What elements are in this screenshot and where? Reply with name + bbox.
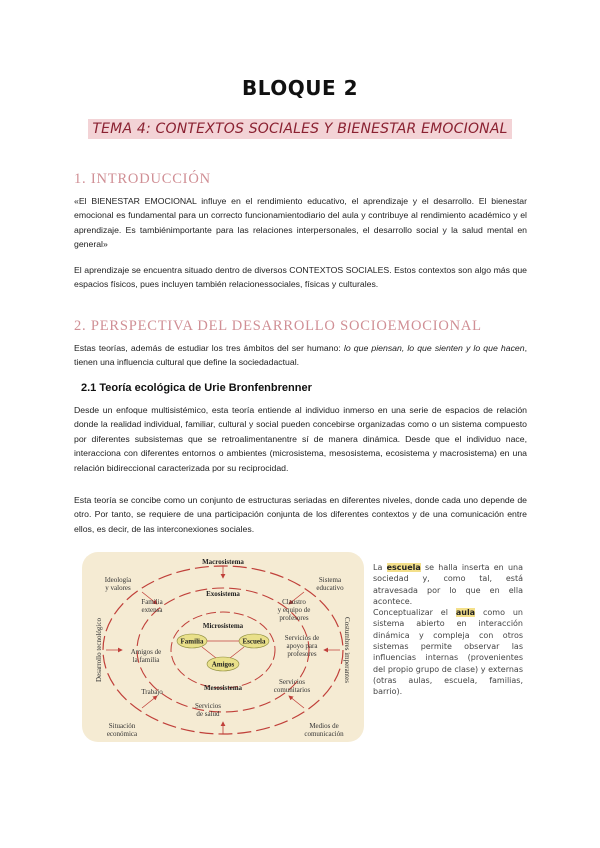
label-amigos: Amigos (211, 660, 235, 669)
subtitle-highlight: TEMA 4: CONTEXTOS SOCIALES Y BIENESTAR EMOCIONAL (88, 119, 511, 139)
label-servicios-apoyo-1: Servicios de (284, 634, 320, 642)
label-desarrollo-tecnologico: Desarrollo tecnológico (95, 618, 103, 682)
intro-quote: «El BIENESTAR EMOCIONAL influye en el rendimiento educativo, el aprendizaje y el desarrollo. El bienestar emocional es fundamental para un correcto funcionamientodiario del aula y contribuye al rendimiento académico y el aprendizaje. Es tambiénimportante para las relaciones interpersonales, el desarrollo social y la salud mental en general» (74, 196, 527, 250)
label-exosistema: Exosistema (206, 590, 240, 598)
label-familia: Familia (180, 637, 204, 646)
ecologica-paragraph-2: Esta teoría se concibe como un conjunto de estructuras seriadas en diferentes niveles, donde cada uno depende de otro. Por tanto, se requiere de una participación conjunta de los diferentes contextos y de una comunicación entre ellos, es decir, de las interconexiones sociales. (74, 495, 527, 534)
side-text: se halla inserta en una sociedad y, como tal, está atravesada por lo que en ella acontece. (373, 563, 523, 606)
intro-text-a: Estas teorías, además de estudiar los tres ámbitos del ser humano: (74, 343, 344, 353)
label-situacion-economica-1: Situación (108, 722, 136, 730)
label-servicios-apoyo-3: profesores (287, 650, 317, 658)
ecologica-paragraph-1: Desde un enfoque multisistémico, esta teoría entiende al individuo inmerso en una serie de espacios de relación donde la realidad individual, familiar, cultural y social pueden concebirse organizadas como o un sistema compuesto por diferentes subsistemas que se retroalimentanentre sí de manera dinámica. Desde que el individuo nace, interacciona con diferentes entornos o ambientes (microsistema, mesosistema, ecosistema y macrosistema) en una relación bidireccional caracterizada por su reciprocidad. (74, 405, 527, 473)
page-title: BLOQUE 2 (241, 76, 359, 100)
label-sistema-1: Sistema (318, 576, 342, 584)
side-text: La (373, 563, 387, 572)
label-familia-extensa-1: Familia (141, 598, 163, 606)
label-servicios-apoyo-2: apoyo para (286, 642, 318, 650)
label-servicios-comunitarios-2: comunitarios (273, 686, 311, 694)
label-microsistema: Microsistema (202, 622, 244, 630)
label-claustro-2: y equipo de (277, 606, 311, 614)
label-claustro-3: profesores (279, 614, 309, 622)
side-note-paragraph-2 (373, 607, 523, 697)
intro-paragraph: El aprendizaje se encuentra situado dentro de diversos CONTEXTOS SOCIALES. Estos contextos son algo más que espacios físicos, pues incluyen también relacionessociales, físicas y culturales. (74, 265, 527, 290)
label-situacion-economica-2: económica (106, 730, 138, 738)
side-text: Conceptualizar el (373, 608, 456, 618)
intro-text-b: , tienen una influencia cultural que define la sociedadactual. (74, 343, 527, 368)
page-subtitle (0, 120, 600, 138)
highlight-escuela: escuela (386, 563, 421, 572)
label-familia-extensa-2: extensa (141, 606, 163, 614)
label-medios-comunicacion-1: Medios de (309, 722, 339, 730)
highlight-aula: aula (455, 608, 476, 618)
label-costumbres-imperantes: Costumbres imperantes (343, 617, 351, 683)
diagram-svg (82, 552, 364, 742)
side-text: como un sistema abierto en interacción dinámica y compleja con otros sistemas permite observar las influencias internas (provenientes del propio grupo de clase) y externas (otras aulas, escuela, familias, barrio). (373, 608, 523, 697)
section-heading-introduccion: 1. INTRODUCCIÓN (74, 171, 211, 187)
label-claustro-1: Claustro (282, 598, 306, 606)
label-servicios-salud-2: de salud (196, 710, 220, 718)
label-amigos-familia-2: la familia (132, 656, 160, 664)
label-mesosistema: Mesosistema (203, 684, 243, 692)
label-escuela: Escuela (242, 637, 266, 646)
label-trabajo: Trabajo (141, 688, 163, 696)
label-servicios-salud-1: Servicios (194, 702, 222, 710)
side-note-paragraph-1 (373, 562, 523, 607)
section-heading-perspectiva: 2. PERSPECTIVA DEL DESARROLLO SOCIOEMOCIONAL (74, 318, 482, 334)
label-sistema-2: educativo (316, 584, 344, 592)
side-note (373, 562, 523, 698)
intro-text-italic: lo que piensan, lo que sienten y lo que hacen (343, 343, 525, 353)
label-ideologia-1: Ideología (104, 576, 132, 584)
label-servicios-comunitarios-1: Servicios (278, 678, 306, 686)
bronfenbrenner-diagram (82, 552, 364, 742)
label-macrosistema: Macrosistema (202, 558, 244, 566)
label-amigos-familia-1: Amigos de (130, 648, 162, 656)
subsection-heading-bronfenbrenner: 2.1 Teoría ecológica de Urie Bronfenbrenner (81, 382, 312, 394)
label-ideologia-2: y valores (105, 584, 131, 592)
label-medios-comunicacion-2: comunicación (304, 730, 344, 738)
perspectiva-intro (74, 341, 527, 370)
